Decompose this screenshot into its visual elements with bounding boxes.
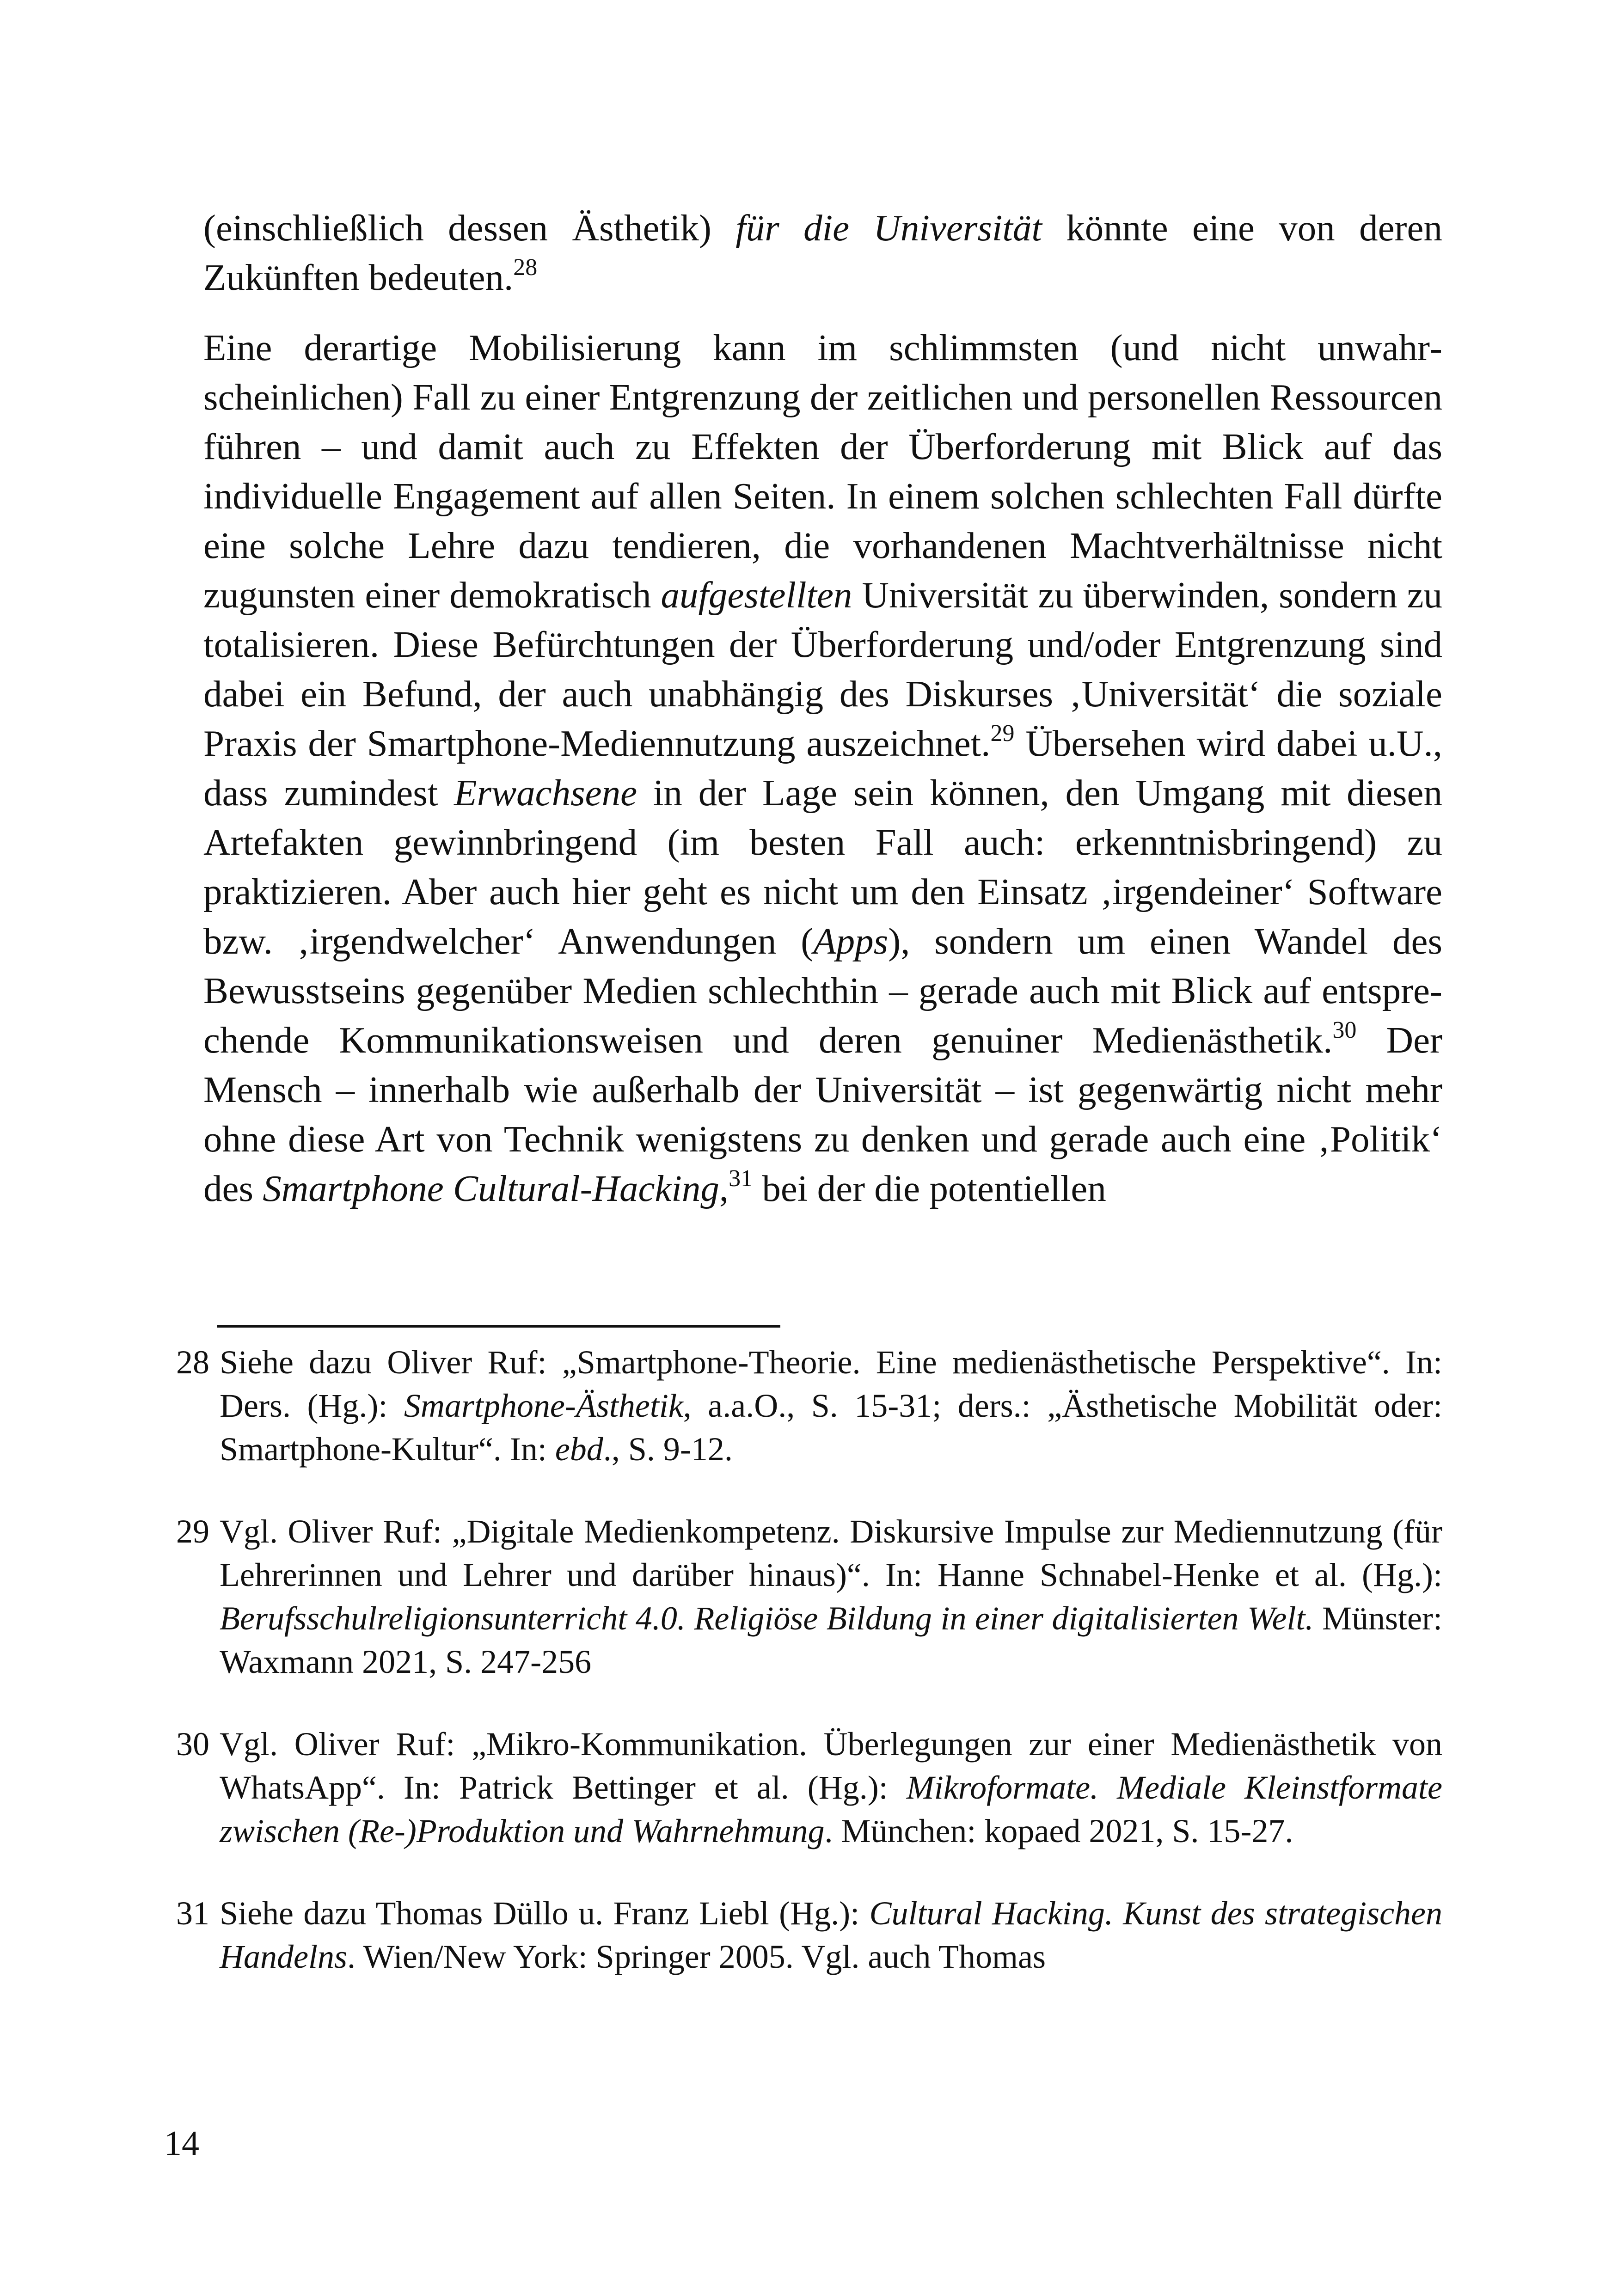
footnote-separator	[217, 1325, 780, 1328]
footnote-29	[164, 1510, 1442, 1684]
footnotes	[164, 1341, 1442, 2017]
footnote-ref-30: 30	[1332, 1017, 1357, 1043]
footnote-number: 31	[176, 1895, 209, 1932]
footnote-30	[164, 1722, 1442, 1853]
footnote-number: 29	[176, 1513, 209, 1550]
body-text	[203, 203, 1442, 1213]
paragraph-1: (einschließlich dessen Ästhetik) für die Universität könnte eine von deren Zukünften bedeuten.$^{28}$	[203, 207, 1442, 298]
footnote-ref-28: 28	[513, 254, 538, 281]
footnote-text: Siehe dazu Oliver Ruf: „Smartphone-Theorie. Eine medienästhetische Perspektive“. In: Ders. (Hg.): Smartphone-Ästhetik, a.a.O., S. 15-31; ders.: „Ästhetische Mobilität oder: Smartphone-Kultur“. In: ebd., S. 9-12.	[220, 1344, 1442, 1468]
footnote-text: Siehe dazu Thomas Düllo u. Franz Liebl (Hg.): Cultural Hacking. Kunst des strategischen Handelns. Wien/New York: Springer 2005. Vgl. auch Thomas	[220, 1895, 1442, 1975]
paragraph-2: Eine derartige Mobilisierung kann im schlimmsten (und nicht unwahrscheinlichen) Fall zu einer Entgrenzung der zeitlichen und personellen Ressourcen führen – und damit auch zu Effekten der Überforderung mit Blick auf das individuelle Engagement auf allen Seiten. In einem solchen schlechten Fall dürfte eine solche Lehre dazu tendieren, die vorhandenen Machtverhältnisse nicht zugunsten einer demokratisch aufgestellten Universität zu überwinden, sondern zu totalisieren. Diese Befürchtungen der Überforderung und/oder Entgrenzung sind dabei ein Befund, der auch unabhängig des Diskurses ‚Universität‘ die soziale Praxis der Smartphone-Mediennutzung auszeichnet.$^{29}$ Übersehen wird dabei u.U., dass zumindest Erwachsene in der Lage sein können, den Umgang mit diesen Artefakten gewinnbringend (im besten Fall auch: erkenntnisbringend) zu praktizieren. Aber auch hier geht es nicht um den Einsatz ‚irgendeiner‘ Software bzw. ‚irgendwelcher‘ Anwendungen (Apps), sondern um einen Wandel des Bewusstseins gegenüber Medien schlechthin – gerade auch mit Blick auf entsprechende Kommunikationsweisen und deren genuiner Medienästhetik.$^{30}$ Der Mensch – innerhalb wie außerhalb der Universität – ist gegenwärtig nicht mehr ohne diese Art von Technik wenigstens zu denken und gerade auch eine ‚Politik‘ des Smartphone Cultural-Hacking,$^{31}$ bei der die potentiellen	[203, 327, 1443, 1209]
footnote-number: 30	[176, 1726, 209, 1763]
footnote-ref-29: 29	[990, 720, 1015, 747]
footnote-text: Vgl. Oliver Ruf: „Digitale Medienkompetenz. Diskursive Impulse zur Mediennutzung (für Lehrerinnen und Lehrer und darüber hinaus)“. In: Hanne Schnabel-Henke et al. (Hg.): Berufsschulreligionsunterricht 4.0. Religiöse Bildung in einer digitalisierten Welt. Münster: Waxmann 2021, S. 247-256	[220, 1513, 1442, 1680]
footnote-number: 28	[176, 1344, 209, 1381]
page-number: 14	[164, 2124, 199, 2163]
footnote-31	[164, 1892, 1442, 1978]
footnote-ref-31: 31	[729, 1165, 753, 1192]
footnote-text: Vgl. Oliver Ruf: „Mikro-Kommunikation. Überlegungen zur einer Medienästhetik von WhatsApp“. In: Patrick Bettinger et al. (Hg.): Mikroformate. Mediale Kleinstformate zwischen (Re-)Produktion und Wahrnehmung. München: kopaed 2021, S. 15-27.	[220, 1726, 1443, 1849]
footnote-28	[164, 1341, 1442, 1471]
